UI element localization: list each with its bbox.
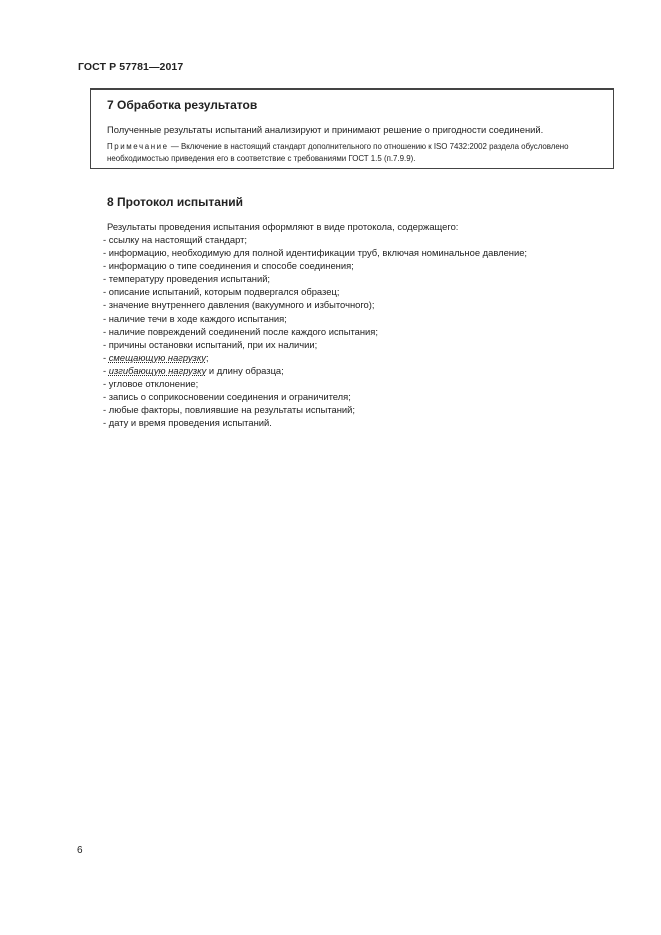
list-item: - наличие повреждений соединений после каждого испытания; [103, 325, 378, 337]
list-item: - информацию о типе соединения и способе соединения; [103, 260, 354, 272]
document-header: ГОСТ Р 57781—2017 [78, 61, 184, 73]
list-item [103, 364, 527, 377]
list-item: - описание испытаний, которым подвергался образец; [103, 286, 340, 298]
section-7-note [107, 141, 610, 165]
list-item: - значение внутреннего давления (вакуумного и избыточного); [103, 299, 375, 311]
bending-load-term: изгибающую нагрузку [108, 364, 207, 376]
protocol-contents-list [103, 233, 527, 429]
list-item-prefix: - [103, 364, 109, 376]
list-item: - ссылку на настоящий стандарт; [103, 234, 248, 245]
note-text: — Включение в настоящий стандарт дополнительного по отношению к ISO 7432:2002 раздела обусловлено необходимостью приведения его в соответствие с требованиями ГОСТ 1.5 (п.7.9.9). [107, 142, 569, 163]
section-7-paragraph: Полученные результаты испытаний анализируют и принимают решение о пригодности соединений. [107, 124, 544, 135]
page-number: 6 [77, 845, 83, 856]
section-7-title: 7 Обработка результатов [107, 98, 258, 112]
list-item: - дату и время проведения испытаний. [103, 417, 272, 429]
list-item [103, 351, 527, 364]
list-item-suffix: ; [206, 351, 209, 363]
list-item: - информацию, необходимую для полной идентификации труб, включая номинальное давление; [103, 247, 528, 259]
list-item: - температуру проведения испытаний; [103, 273, 271, 285]
section-8-title: 8 Протокол испытаний [107, 195, 243, 209]
list-item: - наличие течи в ходе каждого испытания; [103, 312, 287, 324]
shear-load-term: смещающую нагрузку [108, 351, 206, 363]
note-label: Примечание [107, 142, 169, 151]
section-8-intro: Результаты проведения испытания оформляют в виде протокола, содержащего: [107, 221, 459, 232]
list-item-prefix: - [103, 351, 109, 363]
list-item: - запись о соприкосновении соединения и ограничителя; [103, 391, 351, 403]
list-item-suffix: и длину образца; [206, 364, 284, 376]
list-item: - причины остановки испытаний, при их наличии; [103, 338, 318, 350]
list-item: - любые факторы, повлиявшие на результаты испытаний; [103, 404, 355, 416]
list-item: - угловое отклонение; [103, 378, 199, 390]
